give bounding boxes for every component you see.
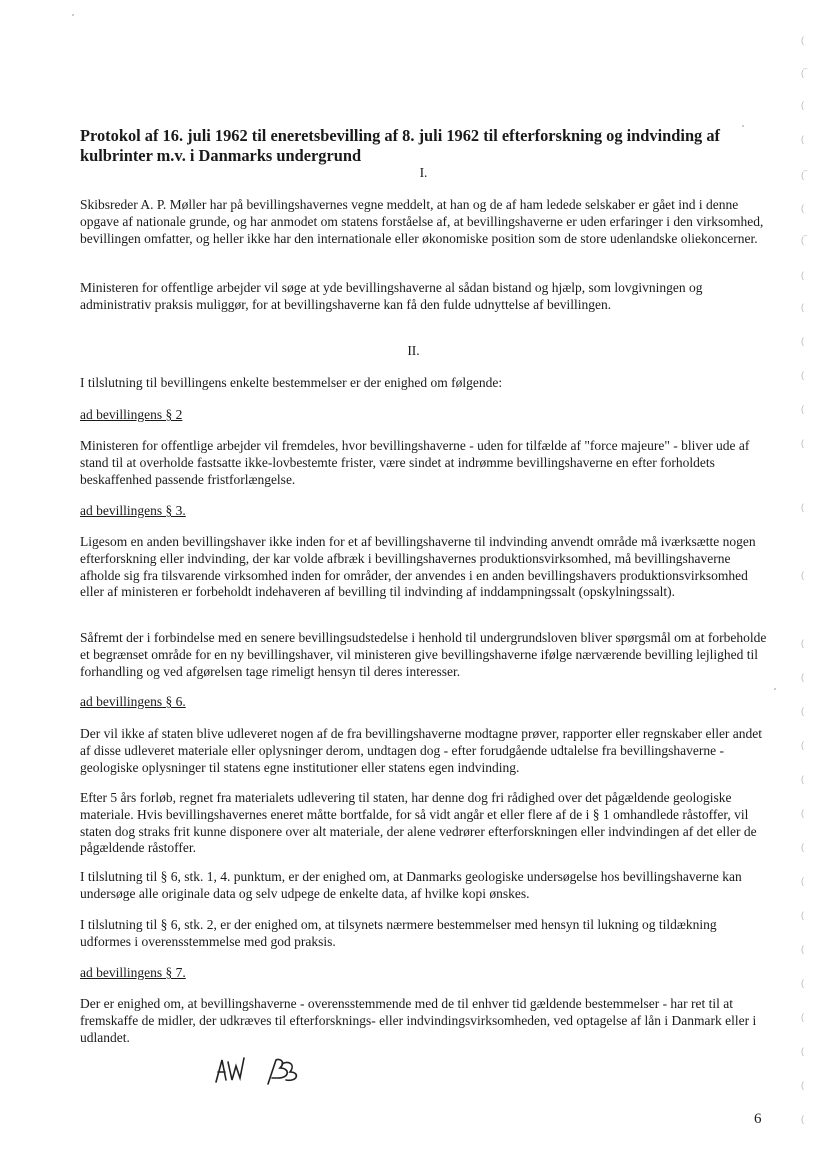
ad-paragraph-6-text-1: Der vil ikke af staten blive udleveret nogen af de fra bevillingshaverne modtagne prøver, rapporter eller regnskaber eller andet af disse udleveret materiale eller oplysninger derom, undtagen dog - efter forudgående udtalelse fra bevillingshaverne - geologiske oplysninger til statens egne institutioner eller statens egen indvinding. [80,726,763,775]
ad-paragraph-3-heading: ad bevillingens § 3. [80,503,186,518]
ad-paragraph-7-heading: ad bevillingens § 7. [80,965,186,980]
scan-binding-marks: ( (‾ ( ( (‾ ( (‾ ( ( ( ( ( ( ( ( ( ( ( ( ( ( ( ( ( ( ( ( ( ( ( [801,35,807,1124]
page-number: 6 [754,1111,762,1127]
ad-paragraph-6-text-2: Efter 5 års forløb, regnet fra materialets udlevering til staten, har denne dog fri rådighed over det pågældende geologiske materiale. Hvis bevillingshavernes eneret måtte bortfalde, for så vidt angår et eller flere af de i § 1 omhandlede råstoffer, vil staten dog straks frit kunne disponere over alt materiale, der alene vedrører efterforskningen eller indvindingen af det eller de pågældende råstoffer. [80,790,757,856]
ad-paragraph-6-text-3: I tilslutning til § 6, stk. 1, 4. punktum, er der enighed om, at Danmarks geologiske undersøgelse hos bevillingshaverne kan undersøge alle originale data og selv udpege de enkelte data, af hvilke kopi ønskes. [80,869,742,901]
section-2-intro: I tilslutning til bevillingens enkelte bestemmelser er der enighed om følgende: [80,375,503,390]
handwritten-initials-signature [210,1050,320,1095]
ad-paragraph-2-text: Ministeren for offentlige arbejder vil fremdeles, hvor bevillingshaverne - uden for tilfælde af "force majeure" - bliver ude af stand til at overholde fastsatte ikke-lovbestemte frister, være sindet at indrømme bevillingshaverne en efter forholdets beskaffenhed passende fristforlængelse. [80,438,750,487]
document-title: Protokol af 16. juli 1962 til eneretsbevilling af 8. juli 1962 til efterforskning og indvinding af kulbrinter m.v. i Danmarks undergrund [80,126,721,165]
ad-paragraph-3-text-2: Såfremt der i forbindelse med en senere bevillingsudstedelse i henhold til undergrundsloven bliver spørgsmål om at forbeholde et begrænset område for en ny bevillingshaver, vil ministeren give bevillingshaverne ifølge nærværende bevilling lejlighed til forhandling og ved afgørelsen tage rimeligt hensyn til deres interesser. [80,630,767,679]
ad-paragraph-7-text: Der er enighed om, at bevillingshaverne - overensstemmende med de til enhver tid gældende bestemmelser - har ret til at fremskaffe de midler, der udkræves til efterforsknings- eller indvindingsvirksomheden, ved optagelse af lån i Danmark eller i udlandet. [80,996,757,1045]
ad-paragraph-2-heading: ad bevillingens § 2 [80,407,183,422]
ad-paragraph-3-text-1: Ligesom en anden bevillingshaver ikke inden for et af bevillingshaverne til indvinding anvendt område må iværksætte nogen efterforskning eller indvinding, der kar volde afbræk i bevillingshavernes produktionsvirksomhed, må bevillingshaverne afholde sig fra tilsvarende virksomhed inden for områder, der anvendes i en anden bevillingshavers produktionsvirksomhed eller af ministeren er forbeholdt indehaveren af bevilling til indvinding af inddampningssalt (opskylningssalt). [80,534,756,600]
section-2-label: II. [407,343,420,358]
ad-paragraph-6-heading: ad bevillingens § 6. [80,694,186,709]
section-1-paragraph-1: Skibsreder A. P. Møller har på bevillingshavernes vegne meddelt, at han og de af ham ledede selskaber er gået ind i denne opgave af nationale grunde, og har anmodet om statens forståelse af, at bevillingshaverne er uden erfaringer i den virksomhed, bevillingen omfatter, og heller ikke har den internationale eller økonomiske position som de store udenlandske oliekoncerner. [80,197,764,246]
section-1-label: I. [419,165,428,180]
section-1-paragraph-2: Ministeren for offentlige arbejder vil søge at yde bevillingshaverne al sådan bistand og hjælp, som lovgivningen og administrativ praksis muliggør, for at bevillingshaverne kan få den fulde udnyttelse af bevillingen. [80,280,703,312]
ad-paragraph-6-text-4: I tilslutning til § 6, stk. 2, er der enighed om, at tilsynets nærmere bestemmelser med hensyn til lukning og tildækning udformes i overensstemmelse med god praksis. [80,917,717,949]
